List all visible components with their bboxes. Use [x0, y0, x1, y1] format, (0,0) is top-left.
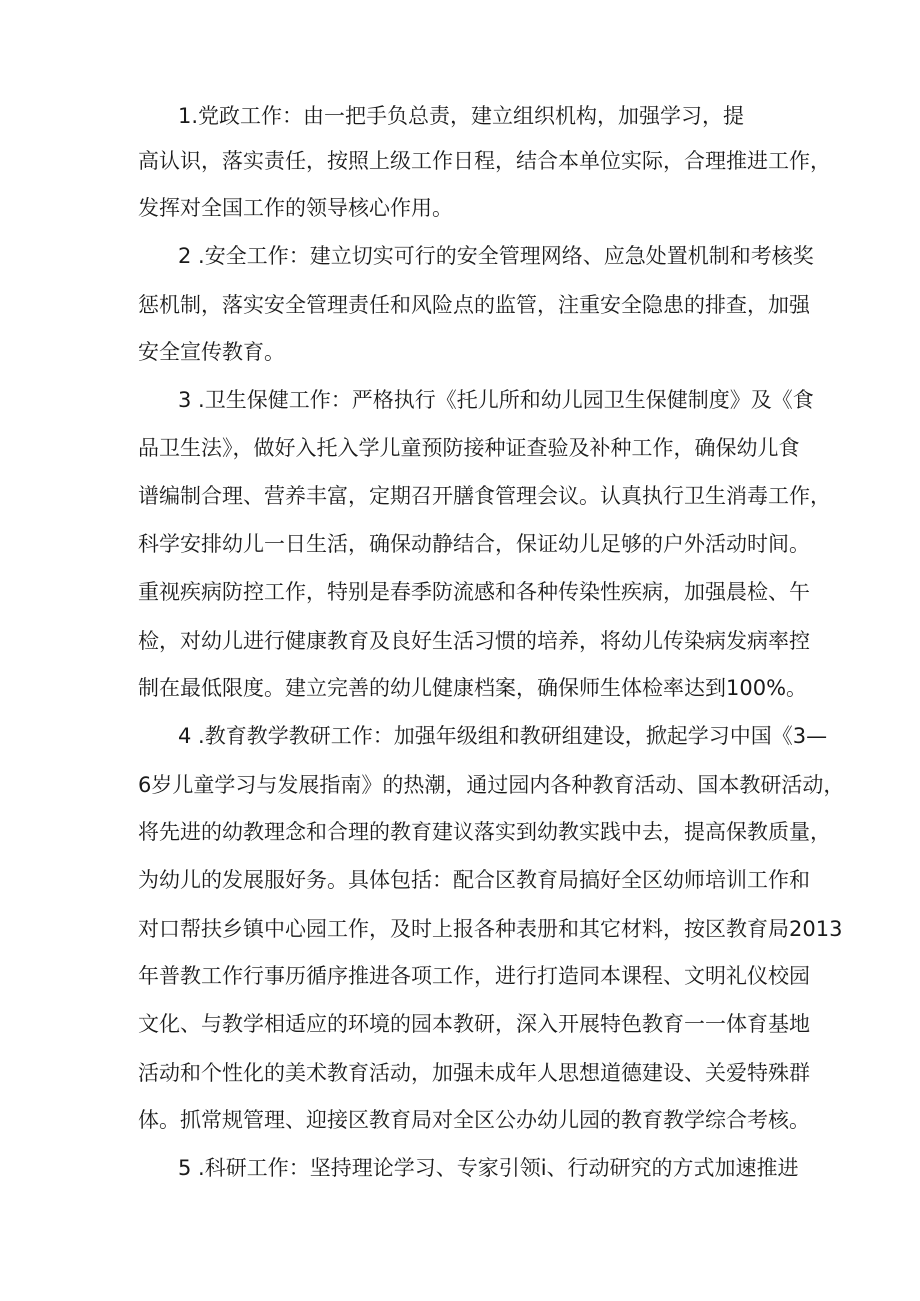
paragraph-3-line-4: 科学安排幼儿一日生活，确保动静结合，保证幼儿足够的户外活动时间。	[138, 532, 810, 556]
paragraph-2-line-2: 惩机制，落实安全管理责任和风险点的监管，注重安全隐患的排查，加强	[138, 293, 810, 317]
paragraph-3-line-6: 检，对幼儿进行健康教育及良好生活习惯的培养，将幼儿传染病发病率控	[138, 629, 810, 653]
paragraph-4-line-2: 6岁儿童学习与发展指南》的热潮，通过园内各种教育活动、国本教研活动，	[138, 773, 845, 797]
paragraph-3-line-3: 谱编制合理、营养丰富，定期召开膳食管理会议。认真执行卫生消毒工作，	[138, 484, 831, 508]
paragraph-4-line-1: 4 .教育教学教研工作：加强年级组和教研组建设，掀起学习中国《3—	[178, 724, 828, 748]
paragraph-4-line-5: 对口帮扶乡镇中心园工作，及时上报各种表册和其它材料，按区教育局2013	[138, 917, 843, 941]
paragraph-4-line-4: 为幼儿的发展服好务。具体包括：配合区教育局搞好全区幼师培训工作和	[138, 868, 810, 892]
paragraph-4-line-6: 年普教工作行事历循序推进各项工作，进行打造同本课程、文明礼仪校园	[138, 964, 810, 988]
paragraph-4-line-9: 体。抓常规管理、迎接区教育局对全区公办幼儿园的教育教学综合考核。	[138, 1108, 810, 1132]
paragraph-5-line-1: 5 .科研工作：坚持理论学习、专家引领i、行动研究的方式加速推进	[178, 1156, 799, 1180]
paragraph-4-line-7: 文化、与教学相适应的环境的园本教研，深入开展特色教育一一体育基地	[138, 1012, 810, 1036]
paragraph-3-line-5: 重视疾病防控工作，特别是春季防流感和各种传染性疾病，加强晨检、午	[138, 580, 810, 604]
paragraph-2-line-1: 2 .安全工作：建立切实可行的安全管理网络、应急处置机制和考核奖	[178, 244, 814, 268]
paragraph-4-line-3: 将先进的幼教理念和合理的教育建议落实到幼教实践中去，提高保教质量，	[138, 820, 831, 844]
paragraph-4-line-8: 活动和个性化的美术教育活动，加强未成年人思想道德建设、关爱特殊群	[138, 1061, 810, 1085]
paragraph-3-line-2: 品卫生法》，做好入托入学儿童预防接种证查验及补种工作，确保幼儿食	[138, 436, 800, 460]
paragraph-1-line-2: 高认识，落实责任，按照上级工作日程，结合本单位实际，合理推进工作，	[138, 149, 831, 173]
paragraph-1-line-3: 发挥对全国工作的领导核心作用。	[138, 196, 453, 220]
paragraph-3-line-7: 制在最低限度。建立完善的幼儿健康档案，确保师生体检率达到100%。	[138, 676, 808, 700]
paragraph-2-line-3: 安全宣传教育。	[138, 340, 285, 364]
paragraph-1-line-1: 1.党政工作：由一把手负总责，建立组织机构，加强学习，提	[178, 104, 745, 128]
paragraph-3-line-1: 3 .卫生保健工作：严格执行《托儿所和幼儿园卫生保健制度》及《食	[178, 388, 814, 412]
